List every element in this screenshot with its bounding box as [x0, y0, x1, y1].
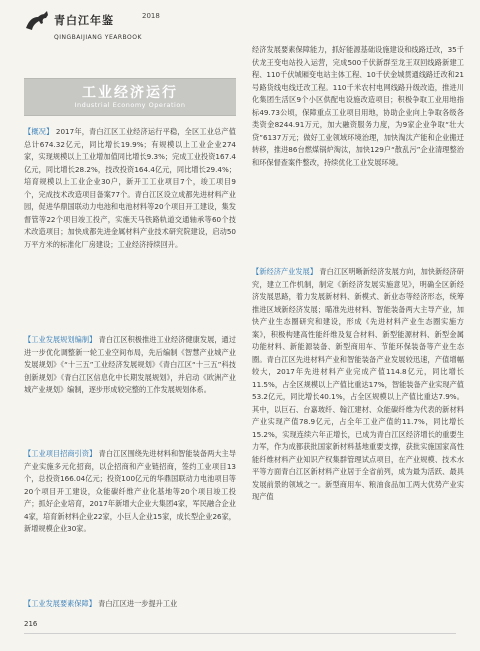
factor-guarantee-tag: 【工业发展要素保障】: [24, 599, 96, 608]
investment-tag: 【工业项目招商引资】: [24, 449, 97, 458]
investment-text: 青白江区围绕先进材料和智能装备两大主导产业实施多元化招商，以企招商和产业链招商，签约工业项目13个，总投资166.04亿元；投资100亿元的华鼎国联动力电池项目等20个项目开工建设，众能碳纤维产业化基地等20个项目竣工投产；抓好企业培育，2017年新增大企业大集团4家，军民融合企业4家，培育新材料企业22家，小巨人企业15家，成长型企业26家，新增规模企业30家。: [24, 449, 236, 533]
yearbook-year: 2018: [142, 12, 160, 20]
yearbook-subtitle: QINGBAIJIANG YEARBOOK: [54, 34, 142, 41]
factor-guarantee-text: 青白江区进一步提升工业: [95, 599, 178, 608]
yearbook-header: [24, 8, 224, 52]
paragraph-overview: [24, 126, 236, 251]
paragraph-planning: [24, 334, 236, 397]
paragraph-factor-guarantee: [24, 598, 236, 611]
new-economy-tag: 【新经济产业发展】: [252, 267, 318, 276]
section-banner: [24, 78, 236, 116]
new-economy-text: 青白江区明晰新经济发展方向，加快新经济研究，建立工作机制，制定《新经济发展实施意见》，明确全区新经济发展思路，着力发展新材料、新模式、新业态等经济形态，统筹推进区域新经济发展；瞄准先进材料、智能装备两大主导产业，加快产业生态圈研究和建设，形成《先进材料产业生态圈实施方案》，积极构建高性能纤维及复合材料、新型能源材料、新型金属功能材料、新能源装备、新型商用车、节能环保装备等产业生态圈。青白江区先进材料产业和智能装备产业发展较迅速，产值增幅较大，2017年先进材料产业完成产值114.8亿元，同比增长11.5%，占全区规模以上产值比重达17%，智能装备产业实现产值53.2亿元，同比增长40.1%，占全区规模以上产值比重达7.9%。其中，以巨石、台嘉玻纤、翰江建材、众能碳纤维为代表的新材料产业实现产值78.9亿元，占全年工业产值的11.7%，同比增长15.2%，实现连续六年正增长，已成为青白江区经济增长的重要生力军，作为成都获批国家新材料基地重要支撑，获批实施国家高性能纤维材料产业知识产权集群管理试点项目，在产业规模、技术水平等方面青白江区新材料产业居于全省前列，成为最为活跃、最具发展前景的领域之一。新型商用车、粮油食品加工两大优势产业实现产值: [252, 267, 464, 501]
footer-divider: [24, 633, 456, 634]
overview-tag: 【概况】: [24, 127, 54, 136]
section-title-english: Industrial Economy Operation: [74, 101, 186, 109]
page-number: 216: [24, 620, 38, 628]
section-title: 工业经济运行: [82, 85, 178, 101]
paragraph-factor-guarantee-continued: [252, 44, 464, 169]
horse-logo-icon: [24, 10, 52, 32]
planning-tag: 【工业发展规划编制】: [24, 335, 97, 344]
factor-guarantee-continued-text: 经济发展要素保障能力，抓好能源基础设施建设和线路迁改，35千伏龙王变电站投入运营，完成500千伏新群至龙王双回线路新建工程、110千伏城厢变电站主体工程、10千伏金城贯通线路迁改和21号路货线电线迁改工程。110千米农村电网线路升级改造，推进川化集团生活区9个小区供配电设施改造项目；积极争取工业用地指标49.73公顷，保障重点工业项目用地，协助企业向上争取各级各类资金8244.91万元，加大融资服务力度，为9家企业争取“壮大贷”6137万元；做好工业领域环境治理，加快淘汰产能和企业搬迁转移，推进86台燃煤锅炉淘汰，加快129户“散乱污”企业清理整治和环保督查案件整改，持续优化工业发展环境。: [252, 45, 464, 167]
overview-text: 2017年，青白江区工业经济运行平稳，全区工业总产值总计674.32亿元，同比增长19.9%；有规模以上工业企业274家，实现规模以上工业增加值同比增长9.3%；完成工业投资167.4亿元，同比增长28.2%，技改投资164.4亿元，同比增长29.4%；培育规模以上工业企业30户，新开工工业项目7个，竣工项目9个，完成技术改造项目备案77个。青白江区设立成都先进材料产业园，促进华鼎国联动力电池和电池材料等20个项目开工建设，集发督管等22个项目竣工投产，实施天马铁路轨道交通轴承等60个技术改造项目；加快成都先进金属材料产业技术研究院建设，启动50万平方米的标准化厂房建设；工业经济持续回升。: [24, 127, 236, 249]
yearbook-title: 青白江年鉴: [54, 14, 114, 27]
paragraph-new-economy: [252, 266, 464, 504]
planning-text: 青白江区积极推进工业经济健康发展，通过进一步优化调整新一轮工业空间布局，先后编制《智慧产业城产业发展规划》《“十三五”工业经济发展规划》《青白江区“十三五”科技创新规划》《青白江区信息化中长期发展规划》，并启动《欧洲产业城产业规划》编制，逐步形成较完整的工作发展规划体系。: [24, 335, 236, 394]
paragraph-investment: [24, 448, 236, 536]
